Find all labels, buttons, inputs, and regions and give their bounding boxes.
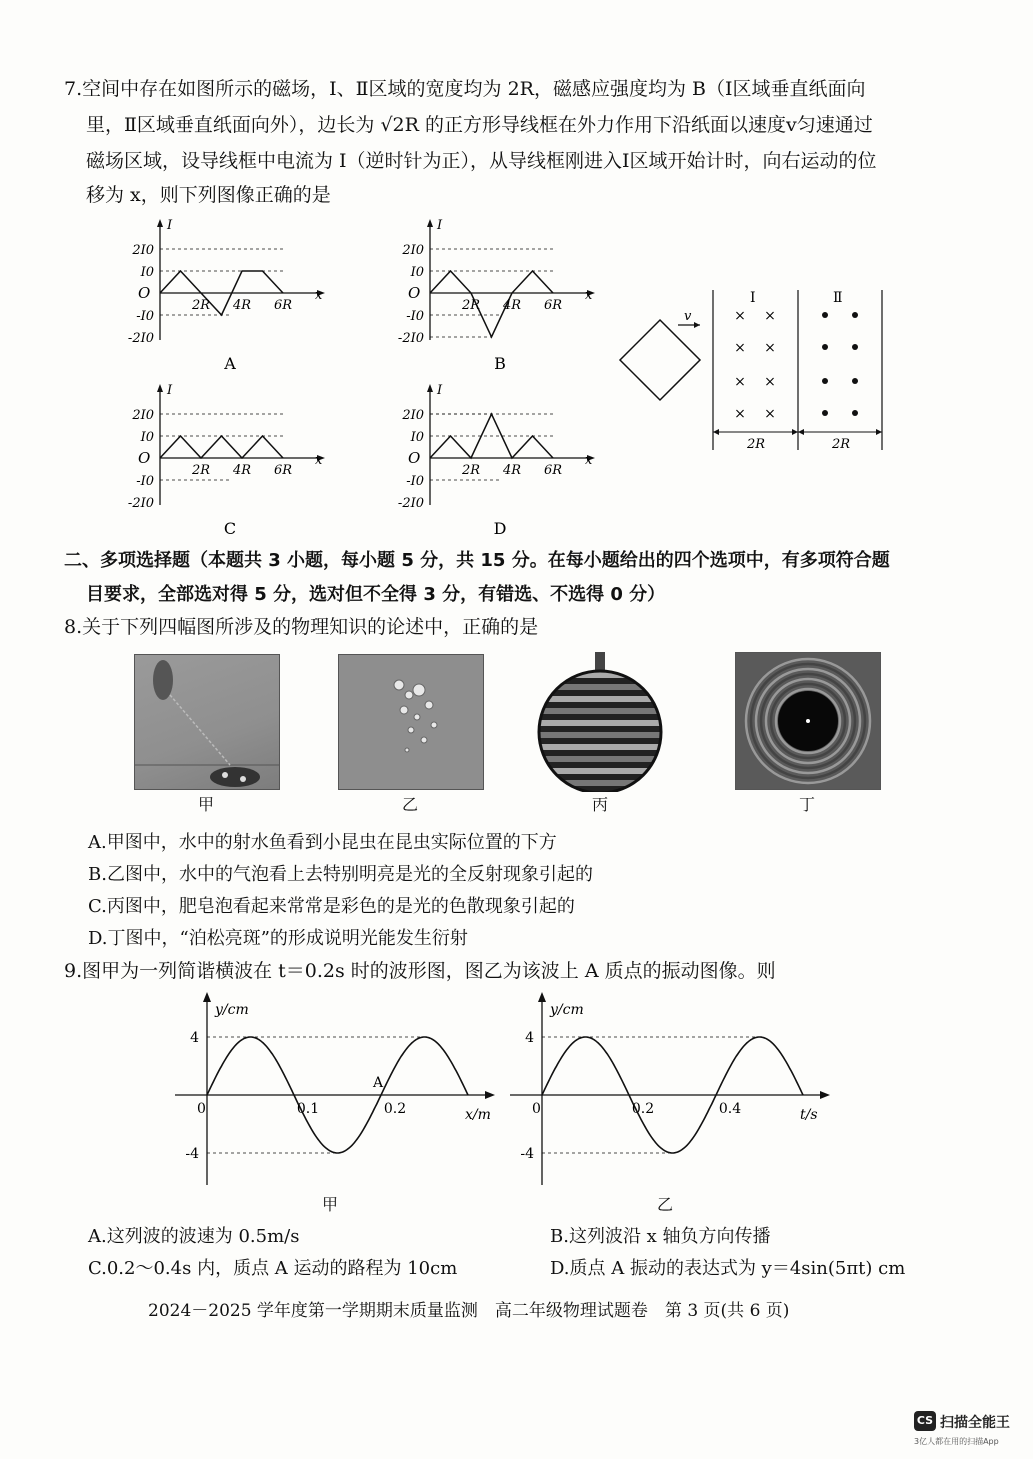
current-graph-d (398, 383, 595, 538)
svg-text:×: × (734, 308, 746, 324)
svg-text:×: × (734, 406, 746, 422)
cs-logo-icon: CS (914, 1411, 936, 1431)
q9-option-a: A.这列波的波速为 0.5m/s (88, 1226, 300, 1247)
q7-graphs (110, 215, 600, 545)
svg-text:O: O (138, 449, 151, 467)
width-1-label: 2R (747, 437, 766, 452)
svg-text:O: O (138, 284, 151, 302)
photo-archerfish (134, 654, 280, 790)
svg-text:6R: 6R (543, 298, 563, 313)
svg-text:6R: 6R (273, 298, 293, 313)
scanner-watermark (914, 1411, 1024, 1451)
svg-text:I0: I0 (410, 265, 424, 280)
svg-text:B: B (494, 354, 506, 373)
q7-line-1: 7.空间中存在如图所示的磁场，Ⅰ、Ⅱ区域的宽度均为 2R，磁感应强度均为 B（Ⅰ区域垂直纸面向 (64, 78, 866, 100)
svg-text:×: × (764, 340, 776, 356)
svg-text:I: I (167, 383, 173, 398)
y-axis-label: y/cm (550, 1002, 584, 1018)
q8-option-d: D.丁图中，“泊松亮斑”的形成说明光能发生衍射 (88, 928, 468, 949)
watermark-name: 扫描全能王 (940, 1415, 1010, 1431)
region-2-label: Ⅱ (833, 290, 843, 306)
photo-bubbles (338, 654, 484, 790)
svg-text:x: x (585, 453, 593, 468)
caption-yi: 乙 (401, 795, 418, 814)
caption-wave-yi: 乙 (656, 1195, 673, 1214)
svg-text:x: x (585, 288, 593, 303)
q8-option-b: B.乙图中，水中的气泡看上去特别明亮是光的全反射现象引起的 (88, 864, 593, 885)
svg-text:O: O (408, 449, 421, 467)
svg-text:-2I0: -2I0 (397, 331, 424, 346)
caption-ding: 丁 (798, 795, 815, 814)
svg-text:6R: 6R (543, 463, 563, 478)
svg-text:2R: 2R (191, 298, 211, 313)
svg-text:I0: I0 (410, 430, 424, 445)
photo-poisson-spot (735, 652, 881, 790)
svg-text:×: × (764, 406, 776, 422)
svg-text:I: I (437, 218, 443, 233)
svg-text:4R: 4R (502, 463, 522, 478)
svg-text:-I0: -I0 (406, 309, 424, 324)
section2-line-1: 二、多项选择题（本题共 3 小题，每小题 5 分，共 15 分。在每小题给出的四个选项中，有多项符合题 (64, 550, 890, 571)
x-axis-label: t/s (800, 1107, 818, 1123)
x-tick-label: 0.1 (296, 1101, 320, 1117)
svg-text:C: C (223, 519, 237, 538)
q9-stem: 9.图甲为一列简谐横波在 t＝0.2s 时的波形图，图乙为该波上 A 质点的振动图像。则 (64, 960, 776, 982)
svg-text:-I0: -I0 (136, 474, 154, 489)
y-axis-label: y/cm (215, 1002, 249, 1018)
svg-text:4R: 4R (232, 298, 252, 313)
q8-stem: 8.关于下列四幅图所涉及的物理知识的论述中，正确的是 (64, 616, 539, 638)
svg-text:x: x (315, 288, 323, 303)
velocity-label: v (684, 309, 692, 324)
svg-text:I: I (437, 383, 443, 398)
current-graph-a (128, 218, 325, 373)
svg-text:2I0: 2I0 (132, 408, 154, 423)
x-tick-label: 0.2 (631, 1101, 655, 1117)
x-tick-label: 0.2 (383, 1101, 407, 1117)
svg-text:6R: 6R (273, 463, 293, 478)
svg-text:A: A (224, 354, 236, 373)
section2-line-2: 目要求，全部选对得 5 分，选对但不全得 3 分，有错选、不选得 0 分） (86, 584, 666, 605)
svg-text:-I0: -I0 (406, 474, 424, 489)
caption-jia: 甲 (197, 795, 214, 814)
svg-text:x: x (315, 453, 323, 468)
square-loop (620, 320, 700, 400)
svg-text:×: × (734, 374, 746, 390)
current-graph-c (128, 383, 325, 538)
region-1-label: Ⅰ (750, 290, 756, 306)
svg-text:-2I0: -2I0 (127, 331, 154, 346)
field-out-of-page (822, 312, 858, 416)
watermark-sub: 3亿人都在用的扫描App (914, 1437, 999, 1446)
svg-text:O: O (408, 284, 421, 302)
q7-line-4: 移为 x，则下列图像正确的是 (86, 184, 331, 206)
svg-text:2R: 2R (191, 463, 211, 478)
svg-text:2R: 2R (461, 298, 481, 313)
svg-text:I0: I0 (140, 265, 154, 280)
vibration-graph-yi (510, 990, 830, 1190)
q7-line-3: 磁场区域，设导线框中电流为 I（逆时针为正），从导线框刚进入Ⅰ区域开始计时，向右运动的位 (86, 150, 877, 172)
svg-text:×: × (734, 340, 746, 356)
q9-option-c: C.0.2～0.4s 内，质点 A 运动的路程为 10cm (88, 1258, 458, 1279)
field-into-page (734, 308, 776, 422)
origin-label: 0 (197, 1101, 206, 1117)
y-tick-label: 4 (190, 1030, 199, 1046)
width-2-label: 2R (832, 437, 851, 452)
svg-text:4R: 4R (232, 463, 252, 478)
current-graph-b (398, 218, 595, 373)
q8-option-a: A.甲图中，水中的射水鱼看到小昆虫在昆虫实际位置的下方 (88, 832, 557, 853)
svg-text:2I0: 2I0 (402, 243, 424, 258)
svg-text:×: × (764, 308, 776, 324)
svg-text:2I0: 2I0 (132, 243, 154, 258)
svg-text:D: D (493, 519, 507, 538)
x-tick-label: 0.4 (718, 1101, 742, 1117)
svg-text:×: × (764, 374, 776, 390)
svg-text:I0: I0 (140, 430, 154, 445)
q9-option-b: B.这列波沿 x 轴负方向传播 (550, 1226, 771, 1247)
point-a-label: A (373, 1075, 384, 1091)
svg-text:4R: 4R (502, 298, 522, 313)
x-axis-label: x/m (465, 1107, 491, 1123)
photo-soap-film (535, 652, 665, 792)
caption-wave-jia: 甲 (321, 1195, 338, 1214)
svg-text:2R: 2R (461, 463, 481, 478)
svg-text:-2I0: -2I0 (127, 496, 154, 511)
origin-label: 0 (532, 1101, 541, 1117)
wave-graph-jia (175, 990, 495, 1190)
q8-option-c: C.丙图中，肥皂泡看起来常常是彩色的是光的色散现象引起的 (88, 896, 575, 917)
page-footer: 2024－2025 学年度第一学期期末质量监测 高二年级物理试题卷 第 3 页(共 6 页) (148, 1301, 790, 1321)
q7-line-2: 里，Ⅱ区域垂直纸面向外），边长为 √2R 的正方形导线框在外力作用下沿纸面以速度v匀速通过 (86, 114, 873, 136)
svg-text:I: I (167, 218, 173, 233)
caption-bing: 丙 (591, 795, 608, 814)
y-tick-label: -4 (520, 1146, 534, 1162)
q9-option-d: D.质点 A 振动的表达式为 y＝4sin(5πt) cm (550, 1258, 906, 1279)
svg-text:-I0: -I0 (136, 309, 154, 324)
svg-text:2I0: 2I0 (402, 408, 424, 423)
svg-text:-2I0: -2I0 (397, 496, 424, 511)
y-tick-label: -4 (185, 1146, 199, 1162)
magnetic-field-diagram (610, 280, 895, 460)
y-tick-label: 4 (525, 1030, 534, 1046)
